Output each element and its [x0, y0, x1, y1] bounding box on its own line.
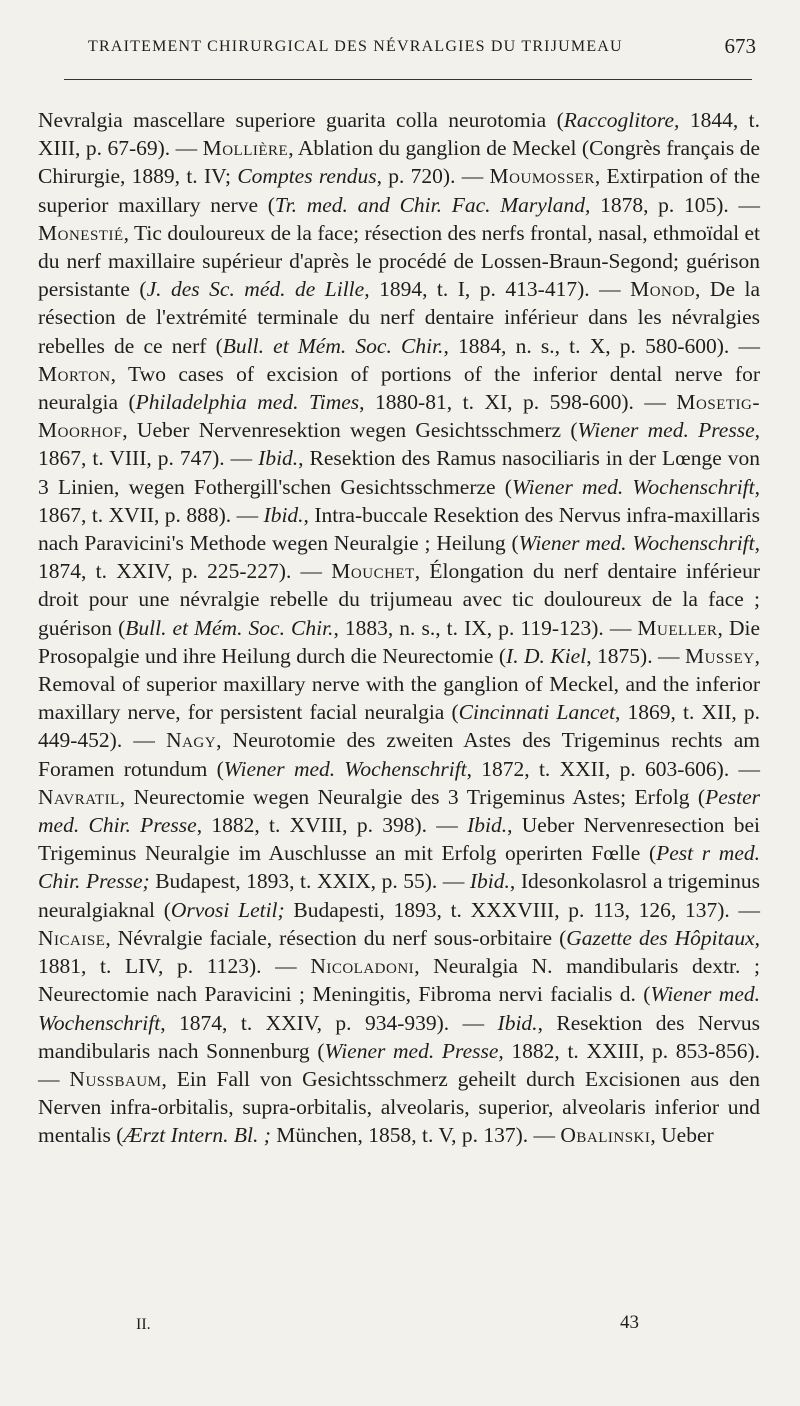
- author-name: Nagy: [166, 728, 217, 753]
- text-run: , Extirpation of the superior maxillary nerve (: [38, 164, 760, 217]
- citation-source: J. des Sc. méd. de Lille,: [146, 277, 370, 302]
- text-run: Budapesti, 1893, t. XXXVIII, p. 113, 126, 137). —: [284, 897, 760, 922]
- text-run: , Removal of superior maxillary nerve with the ganglion of Meckel, and the inferior maxillary nerve, for persistent facial neuralgia (: [38, 643, 760, 725]
- citation-source: Ibid.: [263, 502, 304, 527]
- text-run: , p. 720). —: [376, 164, 490, 189]
- text-run: , Resektion des Ramus nasociliaris in der Lœnge von 3 Linien, wegen Fothergill'schen Gesichtsschmerze (: [38, 446, 760, 499]
- text-run: , 1867, t. VIII, p. 747). —: [38, 418, 760, 471]
- text-run: , Resektion des Nervus mandibularis nach Sonnenburg (: [38, 1010, 760, 1063]
- text-run: , Neurotomie des zweiten Astes des Trigeminus rechts am Foramen rotundum (: [38, 728, 760, 781]
- author-name: Navratil: [38, 784, 120, 809]
- citation-source: Ærzt Intern. Bl. ;: [123, 1123, 271, 1148]
- text-run: , Élongation du nerf dentaire inférieur droit pour une névralgie rebelle du trijumeau avec tic douloureux de la face ; guérison (: [38, 559, 760, 640]
- citation-source: Cincinnati Lancet: [458, 700, 616, 725]
- text-run: , Ein Fall von Gesichtsschmerz geheilt durch Excisionen aus den Nerven infra-orbitalis, supra-orbitalis, alveolaris, superior, alveolaris inferior und mentalis (: [38, 1066, 761, 1148]
- citation-source: Pester med. Chir. Presse: [38, 784, 760, 838]
- author-name: Monod: [630, 277, 696, 302]
- citation-source: Bull. et Mém. Soc. Chir.: [222, 333, 444, 358]
- text-run: , 1880-81, t. XI, p. 598-600). —: [359, 390, 677, 415]
- running-header: [88, 34, 756, 64]
- text-run: , Névralgie faciale, résection du nerf sous-orbitaire (: [105, 925, 567, 950]
- text-run: , Two cases of excision of portions of the inferior dental nerve for neuralgia (: [38, 361, 760, 415]
- text-run: , De la résection de l'extrémité terminale du nerf dentaire inférieur dans les névralgies rebelles de ce nerf (: [38, 277, 760, 358]
- citation-source: Philadelphia med. Times: [135, 390, 360, 415]
- text-run: , 1882, t. XVIII, p. 398). —: [196, 813, 468, 838]
- text-run: , Neuralgia N. mandibularis dextr. ; Neurectomie nach Paravicini ; Meningitis, Fibroma nervi facialis d. (: [38, 954, 760, 1007]
- text-run: , 1874, t. XXIV, p. 225-227). —: [38, 531, 760, 584]
- running-title: TRAITEMENT CHIRURGICAL DES NÉVRALGIES DU TRIJUMEAU: [88, 38, 623, 55]
- citation-source: Gazette des Hôpitaux: [566, 925, 755, 950]
- signature-mark: II.: [136, 1316, 151, 1333]
- text-run: , Ueber Nervenresection bei Trigeminus Neuralgie im Auschlusse an mit Erfolg operirten Fœlle (: [38, 813, 760, 866]
- citation-source: Ibid.: [467, 813, 508, 838]
- citation-source: Wiener med. Wochenschrift: [511, 474, 755, 499]
- citation-source: Ibid.: [469, 869, 510, 894]
- author-name: Mouchet: [331, 559, 415, 584]
- text-run: , Neurectomie wegen Neuralgie des 3 Trigeminus Astes; Erfolg (: [119, 784, 706, 809]
- text-run: , Idesonkolasrol a trigeminus neuralgiaknal (: [38, 869, 761, 922]
- text-run: , 1867, t. XVII, p. 888). —: [38, 474, 761, 527]
- text-run: 1844, t. XIII, p. 67-69). —: [38, 108, 760, 161]
- citation-source: Wiener med. Presse: [577, 418, 755, 443]
- text-run: , 1883, n. s., t. IX, p. 119-123). —: [333, 615, 638, 640]
- header-rule: [64, 79, 752, 80]
- citation-source: Orvosi Letil;: [170, 897, 285, 922]
- citation-source: I. D. Kiel: [506, 643, 587, 668]
- citation-source: Pest r med. Chir. Presse;: [38, 841, 760, 894]
- author-name: Obalinski: [560, 1123, 651, 1148]
- author-name: Mussey: [684, 643, 755, 668]
- text-run: , 1872, t. XXII, p. 603-606). —: [466, 756, 760, 781]
- text-run: 1878, p. 105). —: [590, 192, 761, 217]
- citation-source: Wiener med. Wochenschrift: [518, 531, 755, 556]
- text-run: , Ueber: [650, 1123, 714, 1148]
- author-name: Morton: [38, 361, 111, 386]
- text-run: Nevralgia mascellare superiore guarita colla neurotomia (: [38, 108, 564, 132]
- citation-source: Tr. med. and Chir. Fac. Maryland,: [274, 192, 591, 217]
- author-name: Mosetig-Moorhof: [38, 390, 761, 443]
- citation-source: Raccoglitore,: [563, 108, 680, 132]
- text-run: , Intra-buccale Resektion des Nervus infra-maxillaris nach Paravicini's Methode wegen Neuralgie ; Heilung (: [38, 502, 760, 556]
- bibliography-text: [38, 106, 760, 1150]
- author-name: Nicaise: [38, 925, 106, 950]
- citation-source: Ibid.: [258, 446, 299, 471]
- author-name: Nussbaum: [69, 1066, 162, 1091]
- author-name: Monestié: [38, 220, 124, 245]
- author-name: Mollière: [202, 136, 289, 161]
- citation-source: Wiener med. Wochenschrift: [38, 982, 760, 1035]
- text-run: , 1884, n. s., t. X, p. 580-600). —: [443, 333, 760, 358]
- text-run: , 1875). —: [586, 643, 685, 668]
- text-run: 1882, t. XXIII, p. 853-856). —: [38, 1038, 760, 1091]
- text-run: , Ablation du ganglion de Meckel (Congrès français de Chirurgie, 1889, t. IV;: [38, 136, 760, 189]
- author-name: Moumosser: [489, 164, 595, 189]
- citation-source: Comptes rendus: [237, 164, 377, 189]
- author-name: Mueller: [637, 615, 718, 640]
- citation-source: Ibid.: [497, 1010, 538, 1035]
- text-run: , 1874, t. XXIV, p. 934-939). —: [160, 1010, 498, 1035]
- text-run: , 1869, t. XII, p. 449-452). —: [38, 700, 760, 753]
- page-footer: [0, 1312, 800, 1406]
- text-run: Budapest, 1893, t. XXIX, p. 55). —: [149, 869, 470, 894]
- page-number: 673: [724, 34, 756, 58]
- citation-source: Wiener med. Presse,: [324, 1038, 504, 1063]
- text-run: , 1881, t. LIV, p. 1123). —: [38, 925, 760, 979]
- text-run: München, 1858, t. V, p. 137). —: [270, 1123, 561, 1148]
- author-name: Nicoladoni: [310, 954, 415, 979]
- signature-number: 43: [620, 1312, 639, 1333]
- text-run: 1894, t. I, p. 413-417). —: [369, 277, 631, 302]
- text-run: , Tic douloureux de la face; résection des nerfs frontal, nasal, ethmoïdal et du nerf maxillaire supérieur d'après le procédé de Lossen-Braun-Segond; guérison persistante (: [38, 220, 760, 302]
- citation-source: Wiener med. Wochenschrift: [223, 756, 467, 781]
- text-run: , Ueber Nervenresektion wegen Gesichtsschmerz (: [122, 418, 578, 443]
- citation-source: Bull. et Mém. Soc. Chir.: [125, 615, 334, 640]
- text-run: , Die Prosopalgie und ihre Heilung durch die Neurectomie (: [38, 615, 760, 668]
